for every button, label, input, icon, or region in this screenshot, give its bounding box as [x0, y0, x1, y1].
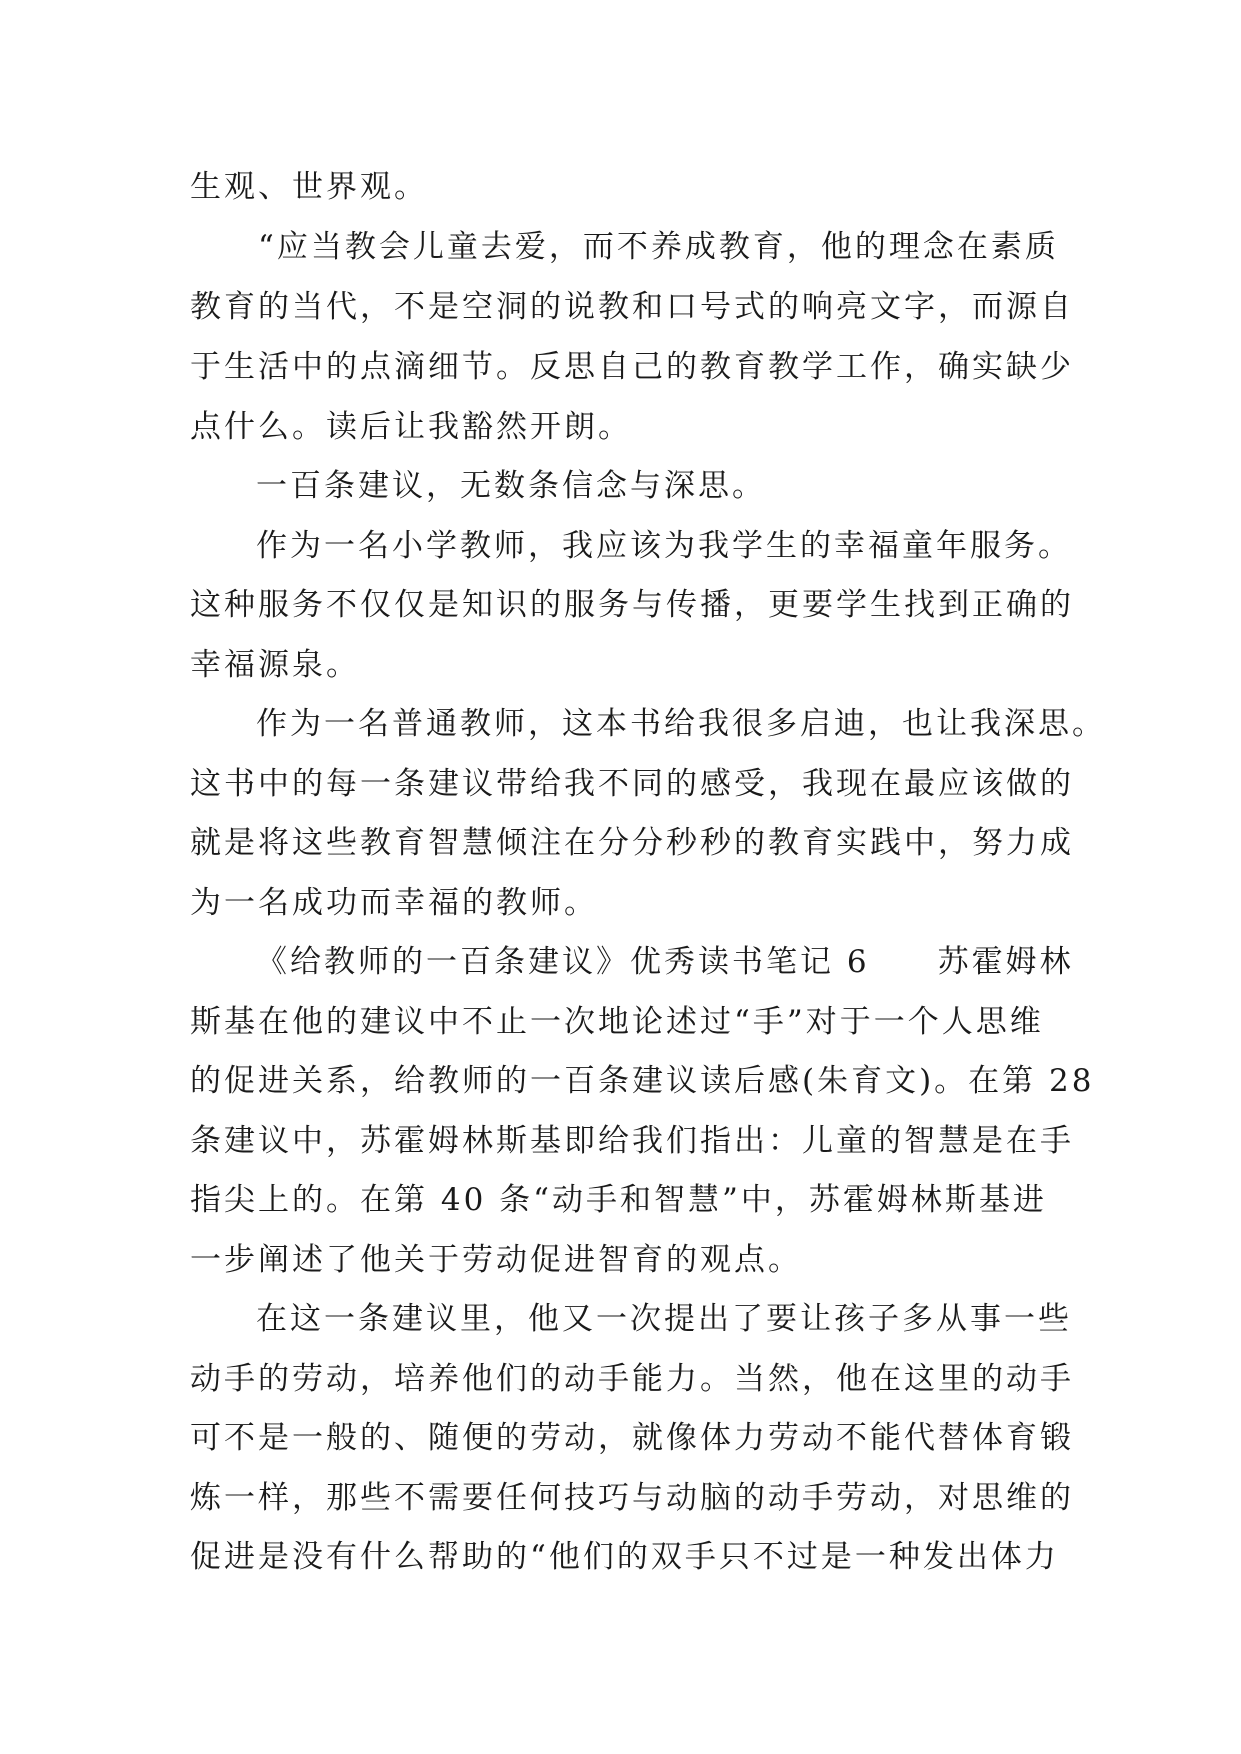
text-line-14: 《给教师的一百条建议》优秀读书笔记 6 苏霍姆林: [256, 944, 1074, 980]
text-line-24: 促进是没有什么帮助的“他们的双手只不过是一种发出体力: [190, 1539, 1059, 1575]
text-line-16: 的促进关系，给教师的一百条建议读后感(朱育文)。在第 28: [190, 1063, 1095, 1099]
text-line-22: 可不是一般的、随便的劳动，就像体力劳动不能代替体育锻: [190, 1420, 1074, 1456]
text-line-11: 这书中的每一条建议带给我不同的感受，我现在最应该做的: [190, 766, 1074, 802]
text-line-19: 一步阐述了他关于劳动促进智育的观点。: [190, 1242, 802, 1278]
text-line-15: 斯基在他的建议中不止一次地论述过“手”对于一个人思维: [190, 1004, 1044, 1040]
text-line-18: 指尖上的。在第 40 条“动手和智慧”中，苏霍姆林斯基进: [190, 1182, 1047, 1218]
text-line-7: 作为一名小学教师，我应该为我学生的幸福童年服务。: [256, 528, 1072, 564]
text-line-4: 于生活中的点滴细节。反思自己的教育教学工作，确实缺少: [190, 349, 1074, 385]
text-line-8: 这种服务不仅仅是知识的服务与传播，更要学生找到正确的: [190, 587, 1074, 623]
text-line-2: “应当教会儿童去爱，而不养成教育，他的理念在素质: [258, 229, 1059, 265]
text-line-5: 点什么。读后让我豁然开朗。: [190, 409, 632, 445]
text-line-17: 条建议中，苏霍姆林斯基即给我们指出：儿童的智慧是在手: [190, 1123, 1074, 1159]
text-line-6: 一百条建议，无数条信念与深思。: [256, 468, 766, 504]
text-line-20: 在这一条建议里，他又一次提出了要让孩子多从事一些: [256, 1301, 1072, 1337]
text-line-21: 动手的劳动，培养他们的动手能力。当然，他在这里的动手: [190, 1361, 1074, 1397]
text-line-10: 作为一名普通教师，这本书给我很多启迪，也让我深思。: [256, 706, 1106, 742]
text-line-3: 教育的当代，不是空洞的说教和口号式的响亮文字，而源自: [190, 289, 1074, 325]
text-line-23: 炼一样，那些不需要任何技巧与动脑的动手劳动，对思维的: [190, 1480, 1074, 1516]
text-line-1: 生观、世界观。: [190, 169, 428, 205]
text-line-9: 幸福源泉。: [190, 647, 360, 683]
text-line-13: 为一名成功而幸福的教师。: [190, 885, 598, 921]
text-line-12: 就是将这些教育智慧倾注在分分秒秒的教育实践中，努力成: [190, 825, 1074, 861]
